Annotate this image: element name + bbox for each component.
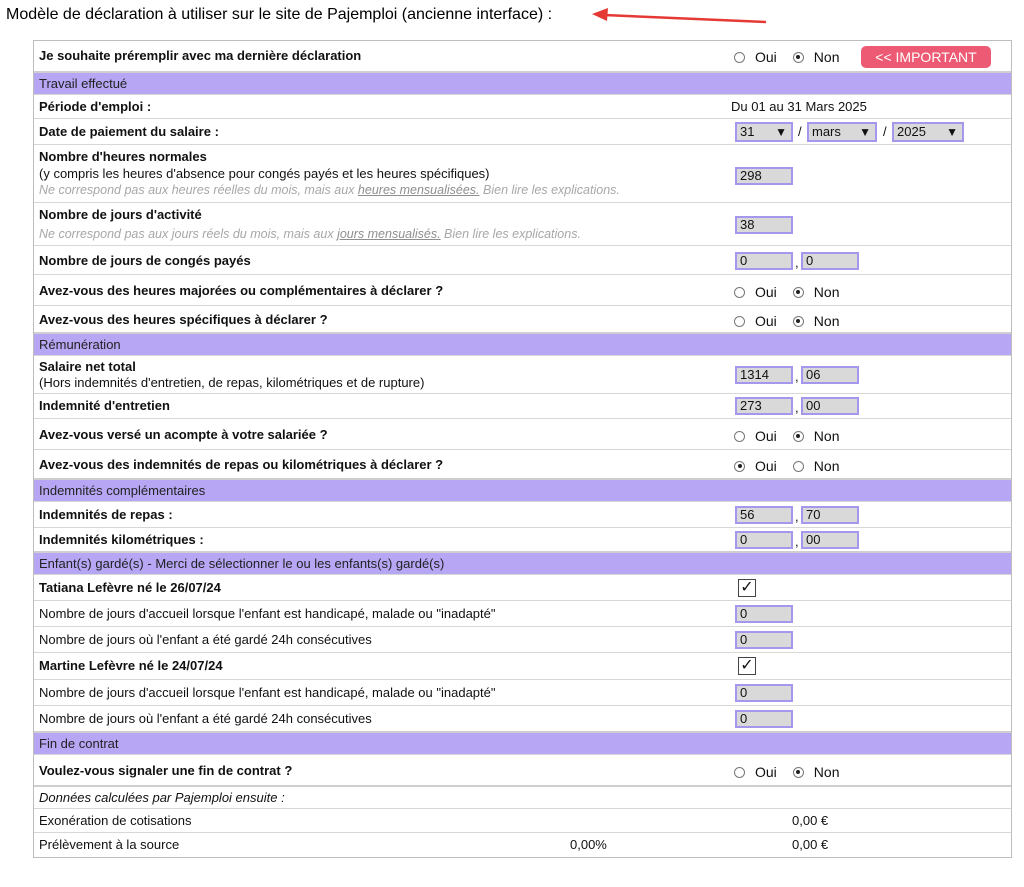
fin-contrat-label: Voulez-vous signaler une fin de contrat ? <box>39 763 293 778</box>
fin-oui-option[interactable] <box>734 764 777 780</box>
comma: , <box>795 534 799 549</box>
entretien-int-input[interactable]: 273 <box>735 397 793 415</box>
month-select[interactable] <box>807 122 877 142</box>
acompte-non-option[interactable] <box>793 428 840 444</box>
specifiques-row <box>34 306 1011 334</box>
exoneration-label: Exonération de cotisations <box>39 813 192 828</box>
calc-title-row <box>34 787 1011 809</box>
child1-checkbox[interactable]: ✓ <box>738 579 756 597</box>
non-label: Non <box>813 284 840 300</box>
radio-oui[interactable] <box>734 316 745 327</box>
acompte-radio-group <box>734 428 855 444</box>
heures-sub: (y compris les heures d'absence pour congés payés et les heures spécifiques) <box>39 166 490 181</box>
h24-label: Nombre de jours où l'enfant a été gardé 24h consécutives <box>39 632 372 647</box>
repas-km-non-option[interactable] <box>793 458 840 474</box>
repas-km-label: Avez-vous des indemnités de repas ou kilométriques à déclarer ? <box>39 457 444 472</box>
red-arrow-annotation <box>590 8 770 28</box>
date-paiement-row <box>34 119 1011 145</box>
heures-input[interactable]: 298 <box>735 167 793 185</box>
repas-int-input[interactable]: 56 <box>735 506 793 524</box>
radio-oui[interactable] <box>734 431 745 442</box>
month-value: mars <box>812 124 841 139</box>
fin-contrat-row <box>34 755 1011 787</box>
chevron-down-icon: ▼ <box>859 125 871 139</box>
oui-label: Oui <box>755 764 777 780</box>
child2-h24-row <box>34 706 1011 733</box>
radio-non-selected[interactable] <box>793 767 804 778</box>
repas-km-oui-option[interactable] <box>734 458 777 474</box>
child2-h24-input[interactable]: 0 <box>735 710 793 728</box>
section-enfants: Enfant(s) gardé(s) - Merci de sélectionner le ou les enfants(s) gardé(s) <box>34 553 1011 575</box>
salaire-dec-input[interactable]: 06 <box>801 366 859 384</box>
oui-label: Oui <box>755 428 777 444</box>
non-label: Non <box>813 458 840 474</box>
non-label: Non <box>813 764 840 780</box>
day-select[interactable] <box>735 122 793 142</box>
exoneration-row <box>34 809 1011 833</box>
chevron-down-icon: ▼ <box>946 125 958 139</box>
majorees-non-option[interactable] <box>793 284 840 300</box>
section-remuneration: Rémunération <box>34 334 1011 356</box>
repas-dec-input[interactable]: 70 <box>801 506 859 524</box>
jours-hint-text: Ne correspond pas aux jours réels du mois, mais aux <box>39 227 338 241</box>
heures-hint-text: Ne correspond pas aux heures réelles du mois, mais aux <box>39 183 358 197</box>
declaration-form <box>33 40 1012 858</box>
specifiques-oui-option[interactable] <box>734 313 777 329</box>
prefill-label: Je souhaite préremplir avec ma dernière déclaration <box>39 48 362 63</box>
conges-dec-input[interactable]: 0 <box>801 252 859 270</box>
km-int-input[interactable]: 0 <box>735 531 793 549</box>
child2-handicap-row <box>34 680 1011 706</box>
jours-row <box>34 203 1011 246</box>
conges-label: Nombre de jours de congés payés <box>39 253 251 268</box>
radio-non-selected[interactable] <box>793 431 804 442</box>
km-row <box>34 528 1011 553</box>
prelevement-rate: 0,00% <box>570 837 607 852</box>
acompte-label: Avez-vous versé un acompte à votre salariée ? <box>39 427 328 442</box>
child1-name: Tatiana Lefèvre né le 26/07/24 <box>39 580 221 595</box>
comma: , <box>795 509 799 524</box>
child1-handicap-row <box>34 601 1011 627</box>
year-value: 2025 <box>897 124 926 139</box>
jours-hint-text2: Bien lire les explications. <box>440 227 581 241</box>
non-label: Non <box>813 49 840 65</box>
important-button[interactable]: << IMPORTANT <box>861 46 991 68</box>
repas-row <box>34 502 1011 528</box>
conges-row <box>34 246 1011 275</box>
salaire-row <box>34 356 1011 394</box>
jours-hint <box>39 227 581 241</box>
oui-label: Oui <box>755 284 777 300</box>
salaire-label: Salaire net total <box>39 359 136 374</box>
radio-non[interactable] <box>793 461 804 472</box>
non-label: Non <box>813 428 840 444</box>
jours-label: Nombre de jours d'activité <box>39 207 202 222</box>
entretien-label: Indemnité d'entretien <box>39 398 170 413</box>
heures-hint <box>39 183 620 197</box>
entretien-row <box>34 394 1011 419</box>
radio-oui[interactable] <box>734 767 745 778</box>
repas-km-radio-group <box>734 458 855 474</box>
oui-label: Oui <box>755 313 777 329</box>
child2-name: Martine Lefèvre né le 24/07/24 <box>39 658 223 673</box>
jours-mensualises-link[interactable]: jours mensualisés. <box>337 227 441 241</box>
child2-row <box>34 653 1011 680</box>
fin-contrat-radio-group <box>734 764 855 780</box>
handicap-label: Nombre de jours d'accueil lorsque l'enfant est handicapé, malade ou "inadapté" <box>39 685 496 700</box>
specifiques-non-option[interactable] <box>793 313 840 329</box>
page-title: Modèle de déclaration à utiliser sur le site de Pajemploi (ancienne interface) : <box>6 6 553 23</box>
oui-label: Oui <box>755 49 777 65</box>
prelevement-value: 0,00 € <box>792 837 829 852</box>
prelevement-label: Prélèvement à la source <box>39 837 180 852</box>
acompte-oui-option[interactable] <box>734 428 777 444</box>
section-fin-contrat: Fin de contrat <box>34 733 1011 755</box>
heures-hint-text2: Bien lire les explications. <box>479 183 620 197</box>
non-label: Non <box>813 313 840 329</box>
fin-non-option[interactable] <box>793 764 840 780</box>
heures-row <box>34 145 1011 203</box>
date-paiement-label: Date de paiement du salaire : <box>39 124 219 139</box>
prefill-row <box>34 41 1011 73</box>
majorees-label: Avez-vous des heures majorées ou complémentaires à déclarer ? <box>39 283 444 298</box>
comma: , <box>795 400 799 415</box>
periode-label: Période d'emploi : <box>39 99 152 114</box>
child1-row <box>34 575 1011 601</box>
h24-label: Nombre de jours où l'enfant a été gardé 24h consécutives <box>39 711 372 726</box>
child1-h24-input[interactable]: 0 <box>735 631 793 649</box>
acompte-row <box>34 419 1011 450</box>
specifiques-label: Avez-vous des heures spécifiques à déclarer ? <box>39 312 328 327</box>
periode-value: Du 01 au 31 Mars 2025 <box>731 99 867 114</box>
periode-row <box>34 95 1011 119</box>
prefill-non-option[interactable] <box>793 49 840 65</box>
slash: / <box>798 124 802 139</box>
heures-mensualisees-link[interactable]: heures mensualisées. <box>357 183 480 197</box>
child1-h24-row <box>34 627 1011 653</box>
radio-non-selected[interactable] <box>793 316 804 327</box>
exoneration-value: 0,00 € <box>792 813 829 828</box>
comma: , <box>795 369 799 384</box>
specifiques-radio-group <box>734 313 855 329</box>
radio-non-selected[interactable] <box>793 52 804 63</box>
comma: , <box>795 255 799 270</box>
heures-label: Nombre d'heures normales <box>39 149 207 164</box>
jours-input[interactable]: 38 <box>735 216 793 234</box>
child2-checkbox[interactable]: ✓ <box>738 657 756 675</box>
chevron-down-icon: ▼ <box>775 125 787 139</box>
prefill-oui-option[interactable] <box>734 49 777 65</box>
repas-km-row <box>34 450 1011 480</box>
year-select[interactable] <box>892 122 964 142</box>
salaire-int-input[interactable]: 1314 <box>735 366 793 384</box>
entretien-dec-input[interactable]: 00 <box>801 397 859 415</box>
radio-non-selected[interactable] <box>793 287 804 298</box>
section-travail: Travail effectué <box>34 73 1011 95</box>
majorees-radio-group <box>734 284 855 300</box>
section-indemnites: Indemnités complémentaires <box>34 480 1011 502</box>
slash: / <box>883 124 887 139</box>
oui-label: Oui <box>755 458 777 474</box>
majorees-row <box>34 275 1011 306</box>
radio-oui-selected[interactable] <box>734 461 745 472</box>
radio-oui[interactable] <box>734 287 745 298</box>
child1-handicap-input[interactable]: 0 <box>735 605 793 623</box>
prelevement-row <box>34 833 1011 857</box>
day-value: 31 <box>740 124 755 139</box>
prefill-radio-group <box>734 49 855 65</box>
calc-title: Données calculées par Pajemploi ensuite : <box>39 790 285 805</box>
child2-handicap-input[interactable]: 0 <box>735 684 793 702</box>
km-dec-input[interactable]: 00 <box>801 531 859 549</box>
repas-label: Indemnités de repas : <box>39 507 173 522</box>
handicap-label: Nombre de jours d'accueil lorsque l'enfant est handicapé, malade ou "inadapté" <box>39 606 496 621</box>
conges-int-input[interactable]: 0 <box>735 252 793 270</box>
majorees-oui-option[interactable] <box>734 284 777 300</box>
salaire-sub: (Hors indemnités d'entretien, de repas, kilométriques et de rupture) <box>39 375 425 390</box>
km-label: Indemnités kilométriques : <box>39 532 204 547</box>
radio-oui[interactable] <box>734 52 745 63</box>
